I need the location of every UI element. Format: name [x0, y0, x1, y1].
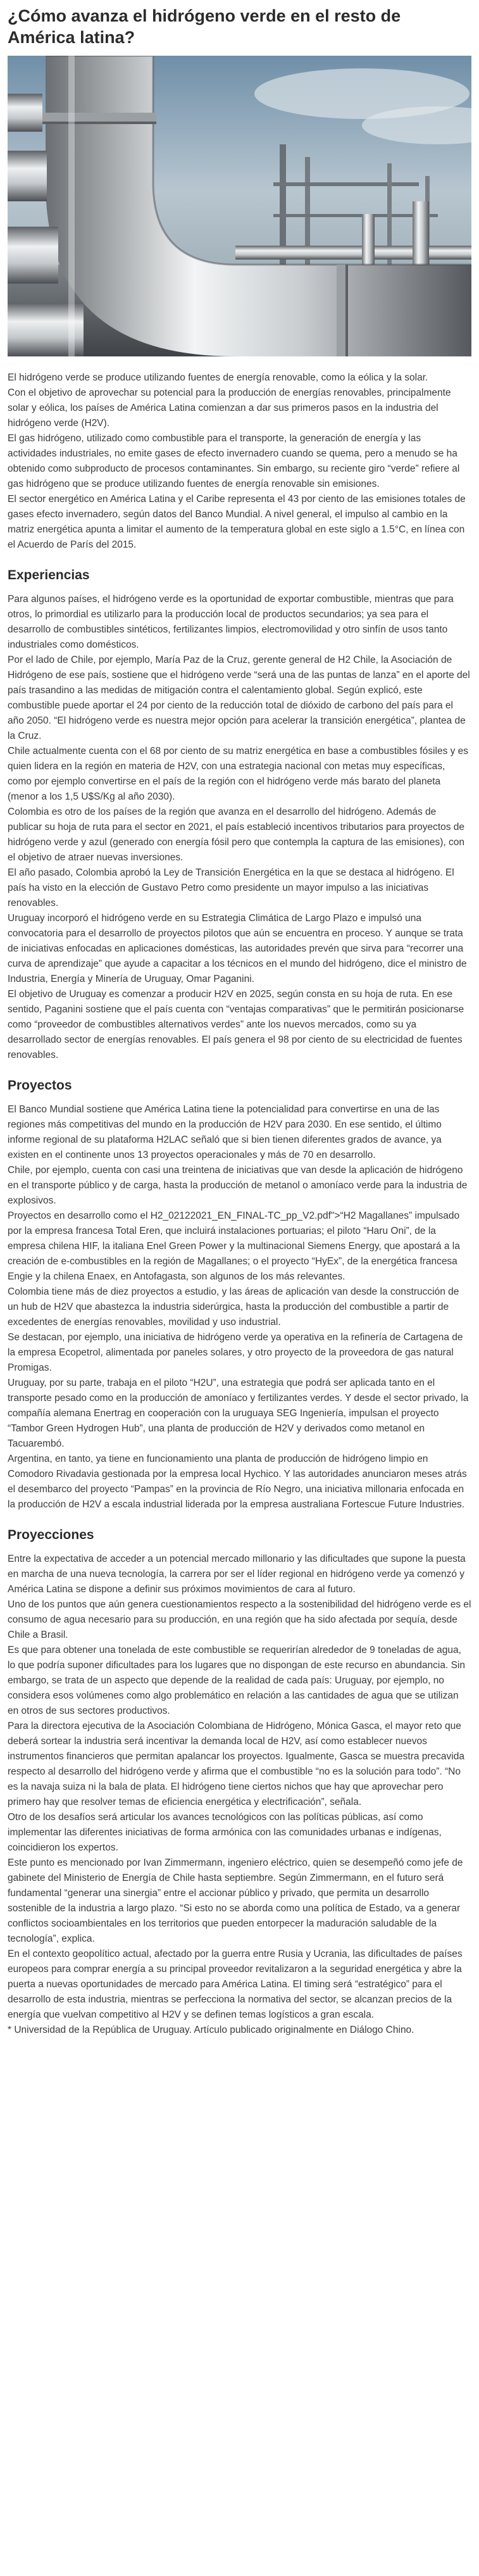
paragraph: Uruguay, por su parte, trabaja en el piloto “H2U”, una estrategia que podrá ser aplicada tanto en el transporte pesado como en la producción de amoníaco y fertilizantes verdes. Y desde el sector privado, la compañía alemana Enertrag en cooperación con la uruguaya SEG Ingeniería, impulsan el proyecto “Tambor Green Hydrogen Hub”, una planta de producción de H2V y derivados como metanol en Tacuarembó. [8, 1378, 469, 1449]
paragraph: Chile, por ejemplo, cuenta con casi una treintena de iniciativas que van desde la aplicación de hidrógeno en el transporte público y de carga, hasta la producción de metanol o amoníaco verde para la industria de explosivos. [8, 1165, 468, 1206]
paragraph: Chile actualmente cuenta con el 68 por ciento de su matriz energética en base a combustibles fósiles y es quien lidera en la región en materia de H2V, con una estrategia nacional con metas muy específicas, como por ejemplo convertirse en el país de la región con el hidrógeno verde más barato del planeta (menor a los 1,5 U$S/Kg al año 2030). [8, 746, 469, 802]
paragraph: Uruguay incorporó el hidrógeno verde en su Estrategia Climática de Largo Plazo e impulsó una convocatoria para el desarrollo de proyectos pilotos que aún se encuentra en proceso. Y aunque se trata de iniciativas enfocadas en aplicaciones domésticas, las autoridades prevén que sirva para “recorrer una curva de aprendizaje” que ayude a capacitar a los técnicos en el mundo del hidrógeno, dice el ministro de Industria, Energía y Minería de Uruguay, Omar Paganini. [8, 913, 467, 984]
paragraph: Este punto es mencionado por Ivan Zimmermann, ingeniero eléctrico, quien se desempeñó como jefe de gabinete del Ministerio de Energía de Chile hasta septiembre. Según Zimmermann, en el futuro será fundamental “generar una sinergia” entre el accionar público y privado, que permita un desarrollo sostenible de la industria a largo plazo. “Si esto no se aborda como una política de Estado, va a generar conflictos socioambientales en los territorios que pueden entorpecer la maduración saludable de la tecnología”, explica. [8, 1857, 463, 1944]
section-heading: Proyecciones [8, 1528, 94, 1542]
paragraph: Colombia es otro de los países de la región que avanza en el desarrollo del hidrógeno. Además de publicar su hoja de ruta para el sector en 2021, el país estableció incentivos tributarios para proyectos de hidrógeno verde y azul (generado con energía fósil pero que contempla la captura de las emisiones), con el objetivo de atraer nuevas inversiones. [8, 807, 465, 863]
paragraph: El año pasado, Colombia aprobó la Ley de Transición Energética en la que se destaca al hidrógeno. El país ha visto en la elección de Gustavo Petro como presidente un mayor impulso a las iniciativas renovables. [8, 867, 454, 908]
paragraph: Se destacan, por ejemplo, una iniciativa de hidrógeno verde ya operativa en la refinería de Cartagena de la empresa Ecopetrol, alimentada por paneles solares, y otro proyecto de la proveedora de gas natural Promigas. [8, 1332, 463, 1373]
paragraph: El gas hidrógeno, utilizado como combustible para el transporte, la generación de energía y las actividades industriales, no emite gases de efecto invernadero cuando se quema, pero a menudo se ha obtenido como subproducto de procesos contaminantes. Sin embargo, su reciente giro “verde” refiere al gas hidrógeno que se produce utilizando fuentes de energía renovable sin emisiones. [8, 433, 460, 489]
paragraph: El sector energético en América Latina y el Caribe representa el 43 por ciento de las emisiones totales de gases efecto invernadero, según datos del Banco Mundial. A nivel general, el impulso al cambio en la matriz energética apunta a limitar el aumento de la temperatura global en este siglo a 1.5°C, en línea con el Acuerdo de París del 2015. [8, 494, 466, 550]
paragraph: El objetivo de Uruguay es comenzar a producir H2V en 2025, según consta en su hoja de ruta. En ese sentido, Paganini sostiene que el país cuenta con “ventajas comparativas” que le permitirán posicionarse como “proveedor de combustibles alternativos verdes” ante los nuevos mercados, como su ya desarrollado sector de energías renovables. El país genera el 98 por ciento de su electricidad de fuentes renovables. [8, 989, 464, 1060]
section-heading: Proyectos [8, 1078, 72, 1093]
article-title: ¿Cómo avanza el hidrógeno verde en el resto de América latina? [8, 6, 401, 47]
paragraph: Otro de los desafíos será articular los avances tecnológicos con las políticas públicas, así como implementar las diferentes iniciativas de forma armónica con las comunidades urbanas e indígenas, coincidieron los expertos. [8, 1812, 442, 1853]
paragraph: Para la directora ejecutiva de la Asociación Colombiana de Hidrógeno, Mónica Gasca, el mayor reto que deberá sortear la industria será incentivar la demanda local de H2V, así como establecer nuevos instrumentos financieros que permitan apalancar los proyectos. Igualmente, Gasca se muestra precavida respecto al desarrollo del hidrógeno verde y afirma que el combustible “no es la solución para todo”. “No es la navaja suiza ni la bala de plata. El hidrógeno tiene ciertos nichos que hay que aprovechar pero primero hay que resolver temas de eficiencia energética y electrificación”, señala. [8, 1721, 464, 1807]
paragraph: Proyectos en desarrollo como el H2_02122021_EN_FINAL-TC_pp_V2.pdf">“H2 Magallanes” impulsado por la empresa francesa Total Eren, que incluirá instalaciones portuarias; el piloto “Haru Oni”, de la empresa chilena HIF, la italiana Enel Green Power y la multinacional Siemens Energy, que apostará a la creación de e-combustibles en la región de Magallanes; o el proyecto “HyEx”, de la energética francesa Engie y la chilena Enaex, en Antofagasta, son algunos de los más relevantes. [8, 1210, 460, 1282]
paragraph: Es que para obtener una tonelada de este combustible se requerirían alrededor de 9 toneladas de agua, lo que podría suponer dificultades para los lugares que no dispongan de este recurso en abundancia. Sin embargo, se trata de un aspecto que depende de la realidad de cada país: Uruguay, por ejemplo, no considera esos volúmenes como algo problemático en relación a las cantidades de agua que se utilizan en otros de sus sectores productivos. [8, 1645, 465, 1716]
paragraph: El hidrógeno verde se produce utilizando fuentes de energía renovable, como la eólica y la solar. [8, 372, 428, 383]
paragraph: Por el lado de Chile, por ejemplo, María Paz de la Cruz, gerente general de H2 Chile, la Asociación de Hidrógeno de ese país, sostiene que el hidrógeno verde “será una de las puntas de lanza” en el aporte del país trasandino a las medidas de mitigación contra el calentamiento global. Según explicó, este combustible puede aportar el 24 por ciento de la reducción total de dióxido de carbono del país para el año 2050. “El hidrógeno verde es nuestra mejor opción para acelerar la transición energética”, plantea de la Cruz. [8, 655, 470, 741]
paragraph: Colombia tiene más de diez proyectos a estudio, y las áreas de aplicación van desde la construcción de un hub de H2V que abastezca la industria siderúrgica, hasta la producción del combustible a partir de excedentes de energías renovables, movilidad y uso industrial. [8, 1286, 459, 1328]
section-proyectos [8, 1077, 471, 1512]
paragraph: Uno de los puntos que aún genera cuestionamientos respecto a la sostenibilidad del hidrógeno verde es el consumo de agua necesario para su producción, en una región que ha sido afectada por sequía, desde Chile a Brasil. [8, 1599, 471, 1640]
paragraph: Con el objetivo de aprovechar su potencial para la producción de energías renovables, principalmente solar y eólica, los países de América Latina comienzan a dar sus primeros pasos en la industria del hidrógeno verde (H2V). [8, 387, 451, 429]
paragraph: Argentina, en tanto, ya tiene en funcionamiento una planta de producción de hidrógeno limpio en Comodoro Rivadavia gestionada por la empresa local Hychico. Y las autoridades anunciaron meses atrás el desembarco del proyecto “Pampas” en la provincia de Río Negro, una iniciativa millonaria enfocada en la producción de H2V a escala industrial liderada por la empresa australiana Fortescue Future Industries. [8, 1454, 467, 1510]
section-proyecciones [8, 1526, 471, 2038]
hero-image-pipelines [8, 56, 471, 356]
article-intro [8, 370, 471, 553]
section-heading: Experiencias [8, 568, 90, 582]
paragraph: En el contexto geopolítico actual, afectado por la guerra entre Rusia y Ucrania, las dificultades de países europeos para comprar energía a su principal proveedor revitalizaron a la seguridad energética y abre la puerta a nuevas oportunidades de mercado para América Latina. El timing será “estratégico” para el desarrollo de esta industria, mientras se perfecciona la normativa del sector, se alcanzan precios de la energía que vuelvan competitivo al H2V y se definen temas logísticos a gran escala. [8, 1949, 463, 2020]
paragraph: Entre la expectativa de acceder a un potencial mercado millonario y las dificultades que supone la puesta en marcha de una nueva tecnología, la carrera por ser el líder regional en hidrógeno verde ya comenzó y América Latina se dispone a definir sus próximos movimientos de cara al futuro. [8, 1554, 466, 1595]
paragraph: Para algunos países, el hidrógeno verde es la oportunidad de exportar combustible, mientras que para otros, lo primordial es utilizarlo para la producción local de productos secundarios; ya sea para el desarrollo de combustibles sintéticos, fertilizantes limpios, electromovilidad y otro sinfín de usos tanto industriales como domésticos. [8, 594, 454, 650]
paragraph: El Banco Mundial sostiene que América Latina tiene la potencialidad para convertirse en una de las regiones más competitivas del mundo en la producción de H2V para 2030. En ese sentido, el último informe regional de su plataforma H2LAC señaló que si bien tienen diferentes grados de avance, ya existen en el continente unos 13 proyectos operacionales y más de 70 en desarrollo. [8, 1104, 442, 1160]
article-footnote: * Universidad de la República de Uruguay. Artículo publicado originalmente en Diálogo Chino. [8, 2025, 414, 2035]
section-experiencias [8, 567, 471, 1063]
